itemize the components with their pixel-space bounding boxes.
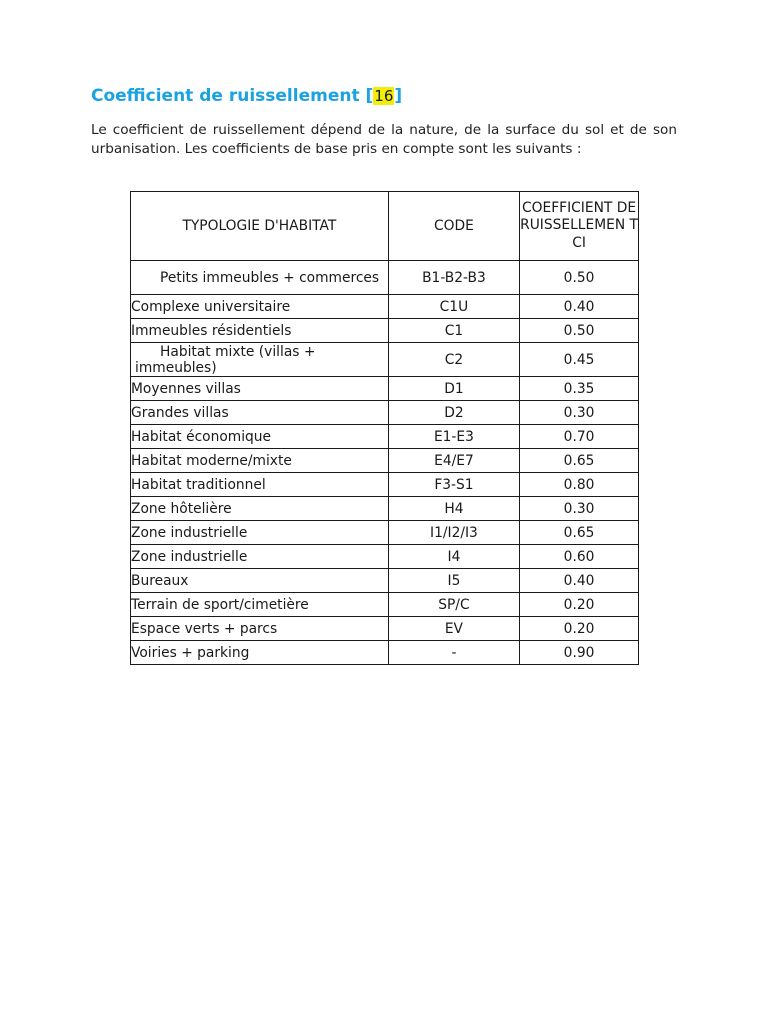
cell-typologie: Habitat mixte (villas + immeubles): [131, 343, 389, 377]
table-row: [131, 593, 639, 617]
cell-typologie: Moyennes villas: [131, 377, 389, 401]
cell-typologie: Terrain de sport/cimetière: [131, 593, 389, 617]
cell-coefficient: 0.60: [520, 545, 639, 569]
table-row: [131, 343, 639, 377]
table-header-row: [131, 192, 639, 261]
cell-typologie: Habitat économique: [131, 425, 389, 449]
cell-typologie: Habitat moderne/mixte: [131, 449, 389, 473]
cell-typologie: Immeubles résidentiels: [131, 319, 389, 343]
cell-typologie: Voiries + parking: [131, 641, 389, 665]
table-row: [131, 261, 639, 295]
cell-code: I5: [388, 569, 519, 593]
cell-code: D2: [388, 401, 519, 425]
cell-coefficient: 0.40: [520, 295, 639, 319]
cell-coefficient: 0.30: [520, 497, 639, 521]
cell-code: H4: [388, 497, 519, 521]
cell-coefficient: 0.50: [520, 319, 639, 343]
table-row: [131, 449, 639, 473]
cell-coefficient: 0.65: [520, 521, 639, 545]
cell-typologie: Petits immeubles + commerces: [131, 261, 389, 295]
cell-code: C1: [388, 319, 519, 343]
header-code: CODE: [388, 192, 519, 261]
cell-coefficient: 0.50: [520, 261, 639, 295]
cell-code: D1: [388, 377, 519, 401]
cell-coefficient: 0.70: [520, 425, 639, 449]
intro-paragraph: Le coefficient de ruissellement dépend de la nature, de la surface du sol et de son urbanisation. Les coefficients de base pris en compte sont les suivants :: [91, 122, 677, 157]
cell-typologie: Complexe universitaire: [131, 295, 389, 319]
cell-code: C2: [388, 343, 519, 377]
table-row: [131, 545, 639, 569]
cell-typologie: Zone industrielle: [131, 545, 389, 569]
table-row: [131, 401, 639, 425]
header-typologie: TYPOLOGIE D'HABITAT: [131, 192, 389, 261]
table-row: [131, 497, 639, 521]
table-row: [131, 473, 639, 497]
cell-code: E1-E3: [388, 425, 519, 449]
cell-code: SP/C: [388, 593, 519, 617]
runoff-coefficient-table: [130, 191, 639, 665]
cell-coefficient: 0.40: [520, 569, 639, 593]
table-row: [131, 425, 639, 449]
cell-coefficient: 0.65: [520, 449, 639, 473]
reference-number[interactable]: 16: [374, 87, 394, 105]
header-coefficient: COEFFICIENT DE RUISSELLEMEN T CI: [520, 192, 639, 261]
section-heading: [91, 84, 402, 108]
cell-code: F3-S1: [388, 473, 519, 497]
cell-coefficient: 0.20: [520, 617, 639, 641]
cell-code: EV: [388, 617, 519, 641]
heading-title: Coefficient de ruissellement [: [91, 86, 374, 106]
cell-code: -: [388, 641, 519, 665]
cell-typologie: Zone hôtelière: [131, 497, 389, 521]
cell-coefficient: 0.45: [520, 343, 639, 377]
cell-coefficient: 0.20: [520, 593, 639, 617]
cell-typologie: Bureaux: [131, 569, 389, 593]
table-row: [131, 319, 639, 343]
cell-code: B1-B2-B3: [388, 261, 519, 295]
table-row: [131, 295, 639, 319]
table-row: [131, 521, 639, 545]
heading-bracket-close: ]: [394, 86, 403, 106]
cell-coefficient: 0.30: [520, 401, 639, 425]
cell-coefficient: 0.80: [520, 473, 639, 497]
table-row: [131, 377, 639, 401]
cell-code: E4/E7: [388, 449, 519, 473]
cell-code: C1U: [388, 295, 519, 319]
cell-code: I1/I2/I3: [388, 521, 519, 545]
cell-coefficient: 0.35: [520, 377, 639, 401]
table-row: [131, 617, 639, 641]
table-row: [131, 641, 639, 665]
cell-typologie: Grandes villas: [131, 401, 389, 425]
cell-code: I4: [388, 545, 519, 569]
table-row: [131, 569, 639, 593]
cell-typologie: Zone industrielle: [131, 521, 389, 545]
cell-typologie: Espace verts + parcs: [131, 617, 389, 641]
cell-coefficient: 0.90: [520, 641, 639, 665]
cell-typologie: Habitat traditionnel: [131, 473, 389, 497]
